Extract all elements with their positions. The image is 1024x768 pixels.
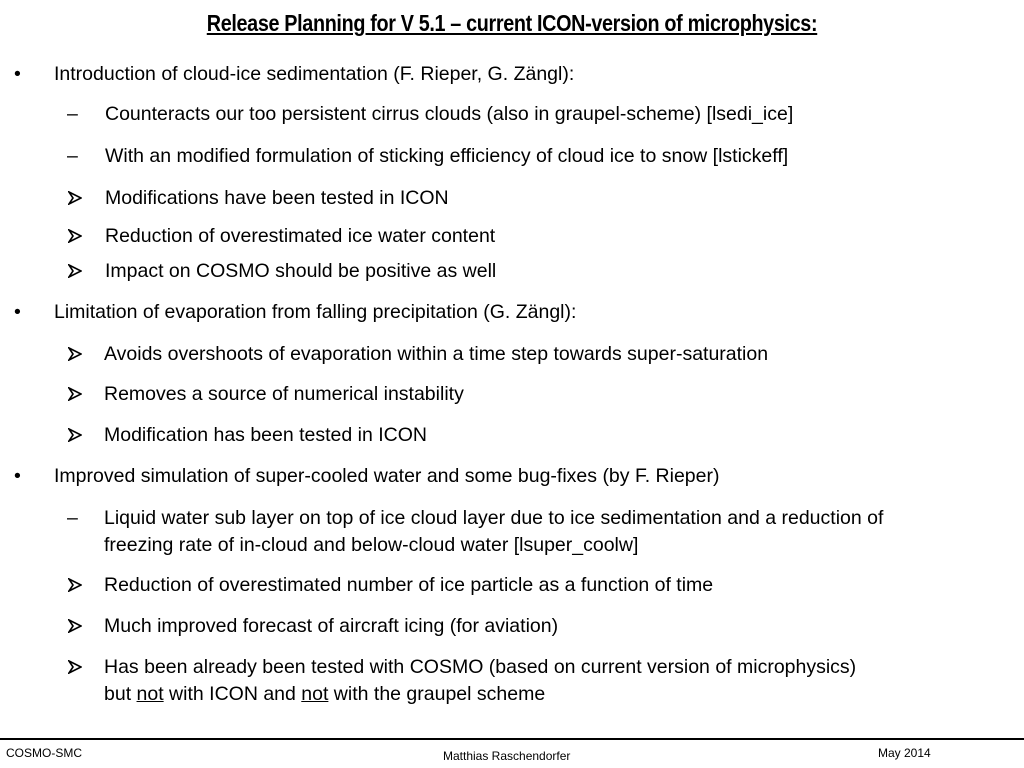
- list-item-line: Has been already been tested with COSMO (based on current version of microphysics): [104, 656, 857, 678]
- arrow-bullet-icon: [68, 191, 82, 205]
- text-run: but: [104, 683, 137, 705]
- footer-left: COSMO-SMC: [6, 746, 82, 760]
- list-item: Removes a source of numerical instability: [104, 383, 464, 405]
- footer-divider: [0, 738, 1024, 740]
- list-item: With an modified formulation of sticking efficiency of cloud ice to snow [lstickeff]: [105, 145, 789, 167]
- emphasis-not: not: [136, 683, 164, 705]
- list-item: Improved simulation of super-cooled water and some bug-fixes (by F. Rieper): [54, 465, 720, 487]
- list-item: Modifications have been tested in ICON: [105, 187, 449, 209]
- list-item-line: Liquid water sub layer on top of ice cloud layer due to ice sedimentation and a reduction of: [104, 507, 884, 529]
- text-run: with ICON and: [163, 683, 302, 705]
- bullet-marker: •: [14, 465, 21, 487]
- list-item-line: [104, 682, 545, 706]
- list-item: Introduction of cloud-ice sedimentation (F. Rieper, G. Zängl):: [54, 63, 575, 85]
- dash-marker: –: [67, 103, 78, 125]
- list-item: Limitation of evaporation from falling precipitation (G. Zängl):: [54, 301, 577, 323]
- arrow-bullet-icon: [68, 347, 82, 361]
- arrow-bullet-icon: [68, 660, 82, 674]
- list-item: Counteracts our too persistent cirrus clouds (also in graupel-scheme) [lsedi_ice]: [105, 103, 794, 125]
- text-run: with the graupel scheme: [328, 683, 546, 705]
- bullet-marker: •: [14, 301, 21, 323]
- list-item: Much improved forecast of aircraft icing (for aviation): [104, 615, 559, 637]
- footer-author: Matthias Raschendorfer: [443, 749, 571, 763]
- arrow-bullet-icon: [68, 578, 82, 592]
- arrow-bullet-icon: [68, 229, 82, 243]
- list-item: Reduction of overestimated number of ice particle as a function of time: [104, 574, 714, 596]
- arrow-bullet-icon: [68, 428, 82, 442]
- dash-marker: –: [67, 507, 78, 529]
- list-item: Impact on COSMO should be positive as well: [105, 260, 497, 282]
- dash-marker: –: [67, 145, 78, 167]
- list-item: Reduction of overestimated ice water content: [105, 225, 496, 247]
- list-item: Avoids overshoots of evaporation within a time step towards super-saturation: [104, 343, 769, 365]
- emphasis-not: not: [301, 683, 329, 705]
- list-item-line: freezing rate of in-cloud and below-cloud water [lsuper_coolw]: [104, 534, 639, 556]
- arrow-bullet-icon: [68, 264, 82, 278]
- list-item: Modification has been tested in ICON: [104, 424, 428, 446]
- footer-date: May 2014: [878, 746, 931, 760]
- arrow-bullet-icon: [68, 387, 82, 401]
- slide-title: Release Planning for V 5.1 – current ICON-version of microphysics:: [206, 10, 818, 36]
- bullet-marker: •: [14, 63, 21, 85]
- arrow-bullet-icon: [68, 619, 82, 633]
